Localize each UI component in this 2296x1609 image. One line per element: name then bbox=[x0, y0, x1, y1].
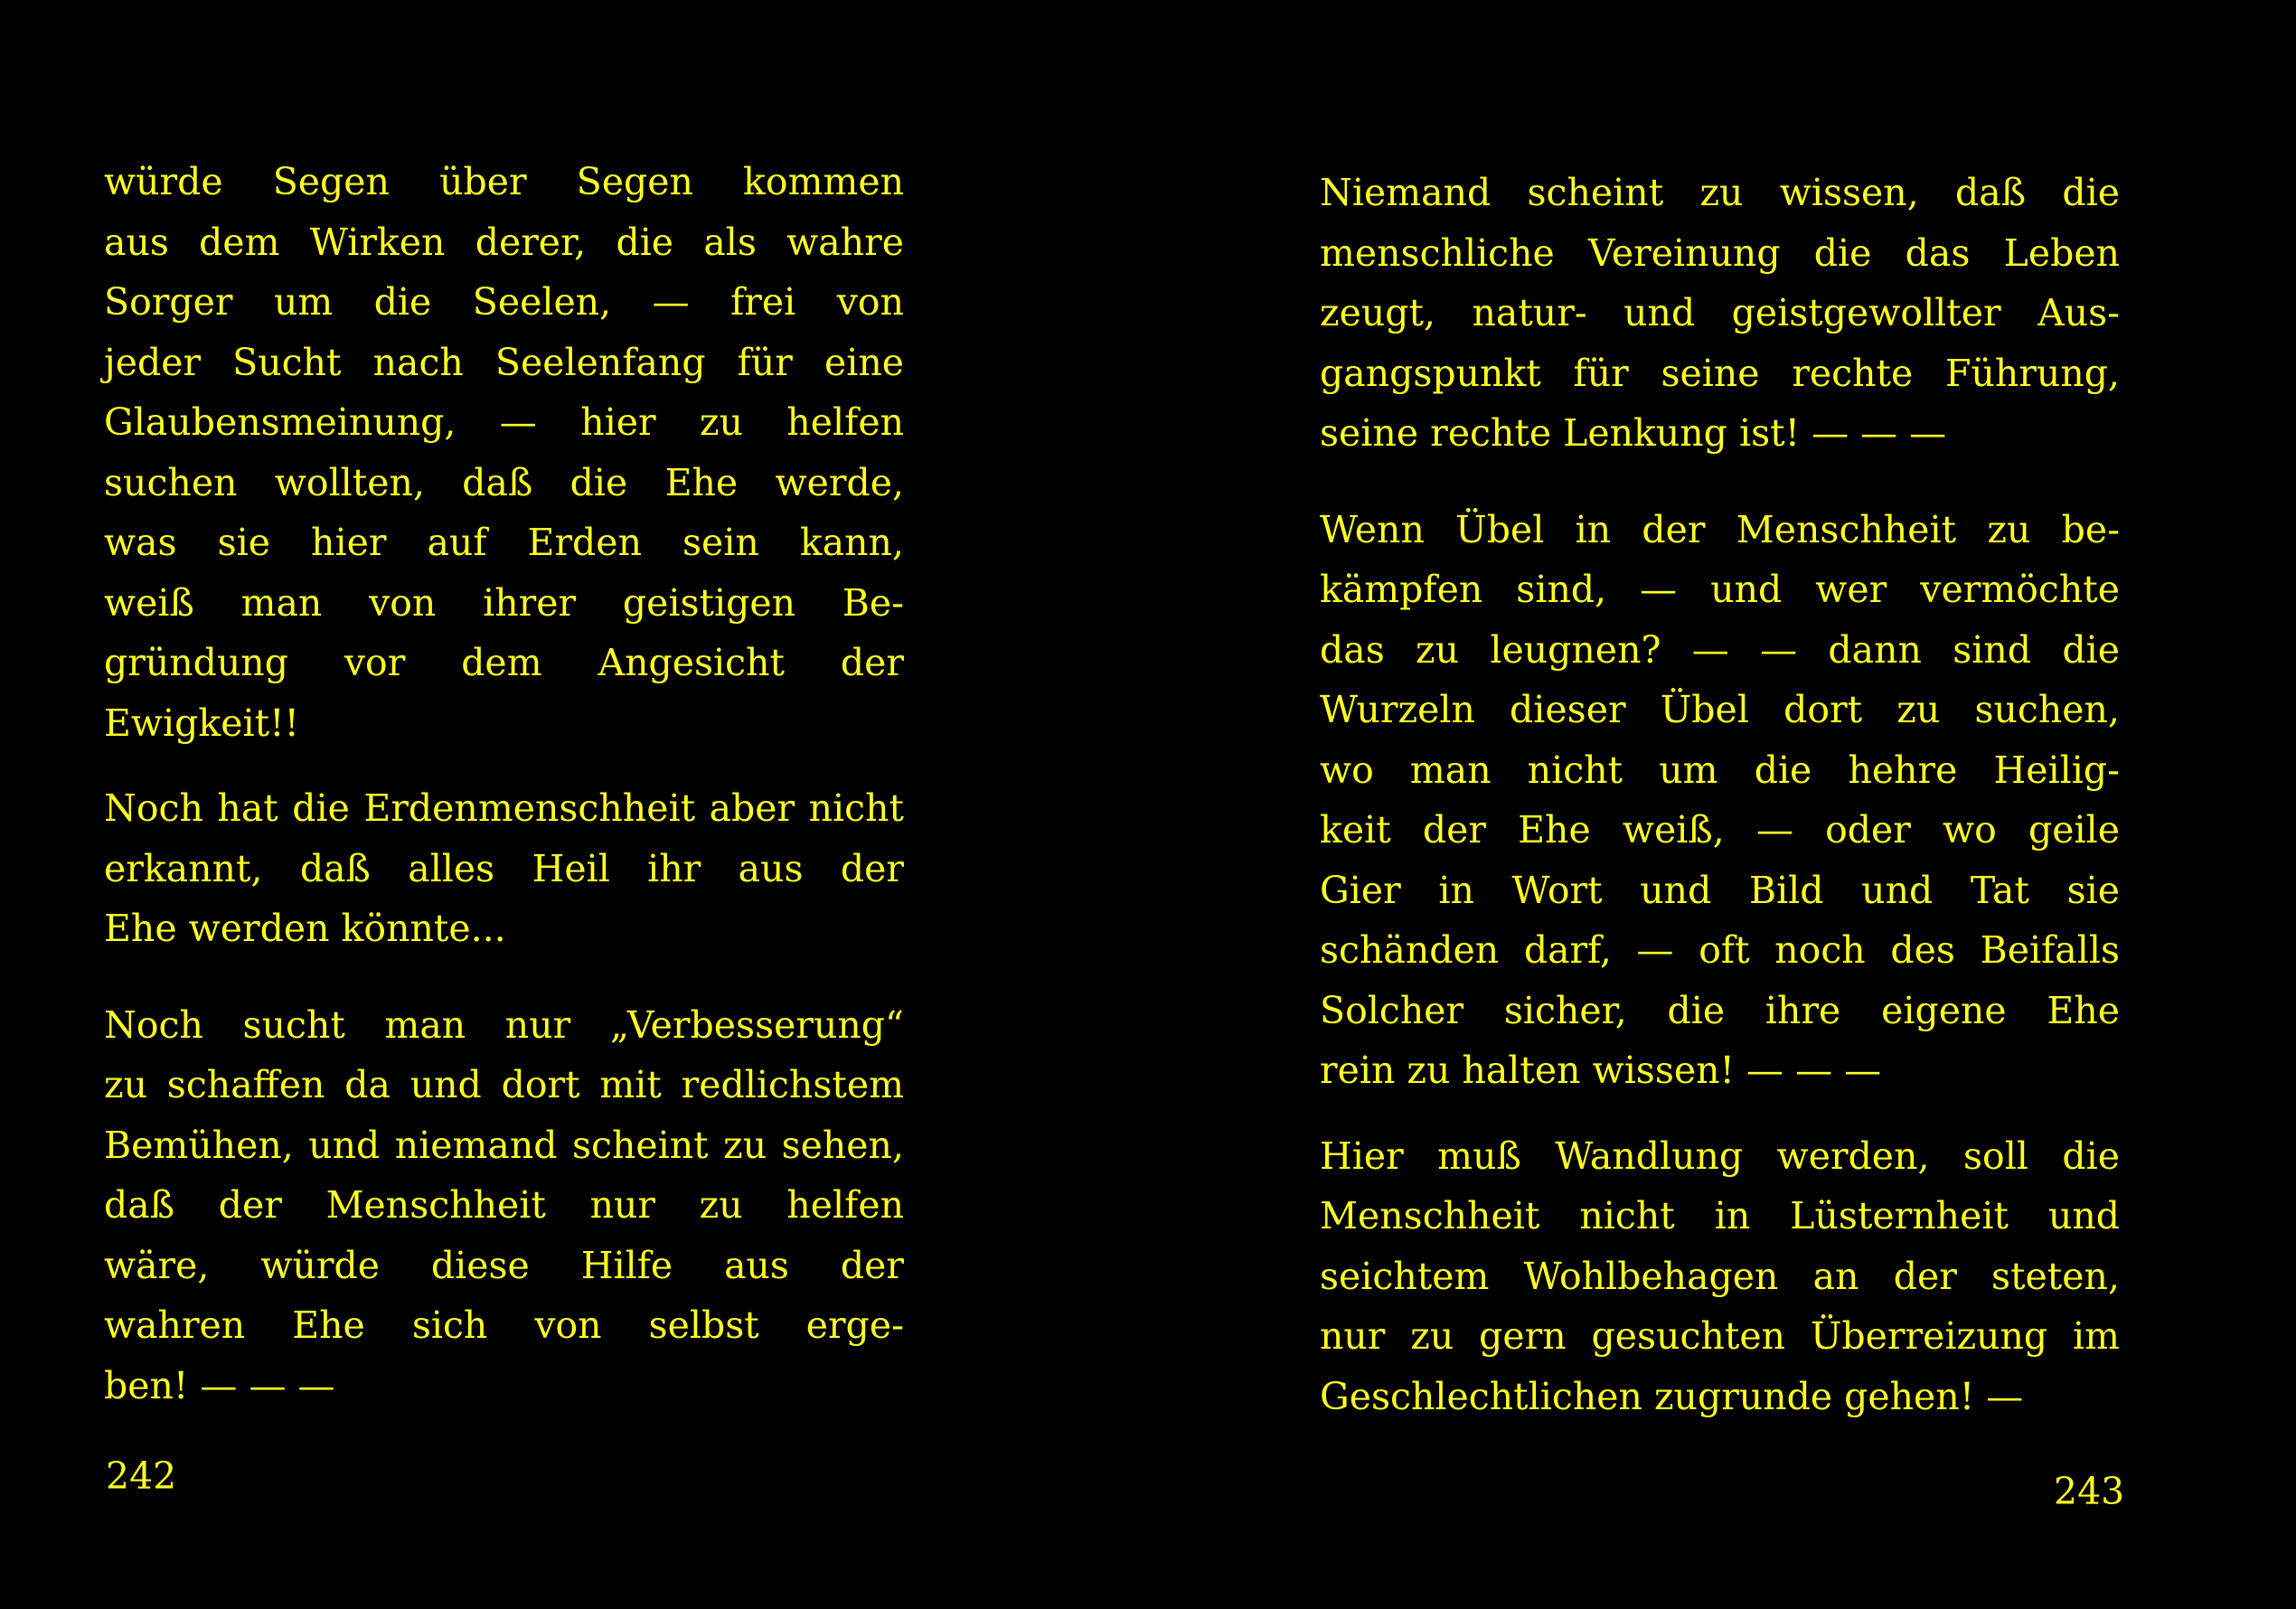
paragraph bbox=[104, 778, 904, 959]
text-line: Niemand scheint zu wissen, daß die bbox=[1320, 171, 2120, 214]
paragraph bbox=[1320, 500, 2120, 1101]
text-line: gründung vor dem Angesicht der bbox=[104, 641, 904, 684]
text-line: Geschlechtlichen zugrunde gehen! — bbox=[1320, 1374, 2024, 1418]
page-number: 243 bbox=[2054, 1470, 2125, 1513]
text-line: schänden darf, — oft noch des Beifalls bbox=[1320, 928, 2120, 972]
text-line: Ewigkeit!! bbox=[104, 701, 300, 745]
text-line: Hier muß Wandlung werden, soll die bbox=[1320, 1134, 2120, 1178]
text-line: Wurzeln dieser Übel dort zu suchen, bbox=[1320, 688, 2120, 731]
text-line: wo man nicht um die hehre Heilig- bbox=[1320, 748, 2120, 792]
text-line: Solcher sicher, die ihre eigene Ehe bbox=[1320, 988, 2120, 1032]
right-page bbox=[1148, 0, 2296, 1609]
text-line: Ehe werden könnte... bbox=[104, 907, 506, 950]
text-line: kämpfen sind, — und wer vermöchte bbox=[1320, 568, 2120, 611]
text-line: das zu leugnen? — — dann sind die bbox=[1320, 627, 2120, 672]
text-line: ben! — — — bbox=[104, 1363, 335, 1407]
text-line: seichtem Wohlbehagen an der steten, bbox=[1320, 1254, 2120, 1298]
text-line: menschliche Vereinung die das Leben bbox=[1320, 231, 2120, 275]
text-line: aus dem Wirken derer, die als wahre bbox=[104, 220, 904, 264]
paragraph bbox=[1320, 163, 2120, 464]
text-line: wahren Ehe sich von selbst erge- bbox=[104, 1303, 904, 1347]
text-line: seine rechte Lenkung ist! — — — bbox=[1320, 411, 1947, 455]
text-line: Noch hat die Erdenmenschheit aber nicht bbox=[104, 786, 904, 830]
text-line: daß der Menschheit nur zu helfen bbox=[104, 1183, 904, 1227]
right-page-text bbox=[1320, 163, 2120, 1426]
text-line: Noch sucht man nur „Verbesserung“ bbox=[104, 1002, 904, 1047]
text-line: Bemühen, und niemand scheint zu sehen, bbox=[104, 1123, 904, 1167]
text-line: würde Segen über Segen kommen bbox=[104, 160, 904, 203]
text-line: zu schaffen da und dort mit redlichstem bbox=[104, 1063, 904, 1106]
text-line: Gier in Wort und Bild und Tat sie bbox=[1320, 868, 2120, 912]
text-line: Glaubensmeinung, — hier zu helfen bbox=[104, 400, 904, 444]
text-line: Menschheit nicht in Lüsternheit und bbox=[1320, 1194, 2120, 1237]
text-line: gangspunkt für seine rechte Führung, bbox=[1320, 351, 2120, 395]
paragraph bbox=[104, 152, 904, 753]
text-line: zeugt, natur- und geistgewollter Aus- bbox=[1320, 291, 2120, 334]
text-line: nur zu gern gesuchten Überreizung im bbox=[1320, 1314, 2120, 1358]
text-line: erkannt, daß alles Heil ihr aus der bbox=[104, 846, 904, 890]
page-number: 242 bbox=[106, 1454, 177, 1498]
text-line: jeder Sucht nach Seelenfang für eine bbox=[104, 340, 904, 384]
text-line: was sie hier auf Erden sein kann, bbox=[104, 521, 904, 564]
paragraph bbox=[104, 995, 904, 1416]
text-line: rein zu halten wissen! — — — bbox=[1320, 1049, 1882, 1092]
text-line: Sorger um die Seelen, — frei von bbox=[104, 280, 904, 324]
left-page-text bbox=[104, 152, 904, 1416]
text-line: weiß man von ihrer geistigen Be- bbox=[104, 580, 904, 625]
text-line: wäre, würde diese Hilfe aus der bbox=[104, 1243, 904, 1287]
text-line: keit der Ehe weiß, — oder wo geile bbox=[1320, 808, 2120, 852]
text-line: Wenn Übel in der Menschheit zu be- bbox=[1320, 507, 2120, 551]
text-line: suchen wollten, daß die Ehe werde, bbox=[104, 460, 904, 504]
paragraph bbox=[1320, 1126, 2120, 1427]
